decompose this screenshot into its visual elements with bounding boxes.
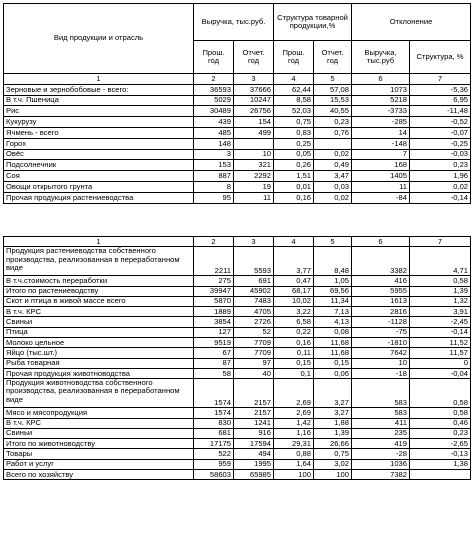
column-number: 2 [194, 74, 234, 85]
cell-value: 57,08 [314, 84, 352, 95]
cell-value: 419 [352, 439, 410, 449]
header-dev-revenue: Выручка, тыс.руб [352, 41, 410, 74]
table-row [4, 117, 471, 128]
table-row [4, 459, 471, 469]
cell-value: 2726 [234, 317, 274, 327]
table-row [4, 106, 471, 117]
table-row [4, 247, 471, 276]
cell-value: -0,14 [410, 192, 471, 203]
cell-value: 691 [234, 276, 274, 286]
cell-value: 0,25 [274, 138, 314, 149]
row-label: Скот и птица в живой массе всего [4, 296, 194, 306]
cell-value [234, 138, 274, 149]
cell-value: 17594 [234, 439, 274, 449]
cell-value: 583 [352, 379, 410, 408]
cell-value: -18 [352, 368, 410, 378]
header-deviation: Отклонение [352, 4, 471, 41]
cell-value: 0,75 [314, 449, 352, 459]
cell-value: 39947 [194, 286, 234, 296]
cell-value: 0,02 [314, 192, 352, 203]
row-label: Итого по растениеводству [4, 286, 194, 296]
cell-value [314, 138, 352, 149]
cell-value: 2816 [352, 307, 410, 317]
cell-value: 275 [194, 276, 234, 286]
cell-value: 5593 [234, 247, 274, 276]
cell-value: 7 [352, 149, 410, 160]
row-label: Овёс [4, 149, 194, 160]
cell-value: 10247 [234, 95, 274, 106]
cell-value: 3,27 [314, 408, 352, 418]
row-label: Рыба товарная [4, 358, 194, 368]
table-row [4, 418, 471, 428]
cell-value: -1128 [352, 317, 410, 327]
cell-value: 2,69 [274, 379, 314, 408]
row-label: Свиньи [4, 428, 194, 438]
cell-value: 1995 [234, 459, 274, 469]
cell-value: 97 [234, 358, 274, 368]
cell-value: 887 [194, 171, 234, 182]
cell-value: 45902 [234, 286, 274, 296]
cell-value: 0,58 [410, 276, 471, 286]
revenue-table-top [3, 3, 471, 204]
column-number: 4 [274, 74, 314, 85]
row-label: Горох [4, 138, 194, 149]
cell-value: 2157 [234, 408, 274, 418]
cell-value: 0,58 [410, 379, 471, 408]
cell-value: 5870 [194, 296, 234, 306]
row-label: Кукурузу [4, 117, 194, 128]
cell-value [410, 470, 471, 480]
cell-value: 2292 [234, 171, 274, 182]
cell-value: -2,45 [410, 317, 471, 327]
row-label: В т.ч. КРС [4, 307, 194, 317]
cell-value: 1036 [352, 459, 410, 469]
cell-value: 95 [194, 192, 234, 203]
cell-value: 3,77 [274, 247, 314, 276]
row-label: Товары [4, 449, 194, 459]
cell-value: 153 [194, 160, 234, 171]
cell-value: -28 [352, 449, 410, 459]
cell-value: 19 [234, 181, 274, 192]
table-row [4, 307, 471, 317]
cell-value: -0,04 [410, 368, 471, 378]
table-row [4, 449, 471, 459]
row-label: Рис [4, 106, 194, 117]
row-label: Мясо и мясопродукция [4, 408, 194, 418]
header-prev-year: Прош. год [194, 41, 234, 74]
table-row [4, 84, 471, 95]
cell-value: 8 [194, 181, 234, 192]
cell-value: 0,06 [314, 368, 352, 378]
header-structure: Структура товарной продукции,% [274, 4, 352, 41]
cell-value: 583 [352, 408, 410, 418]
row-label: Соя [4, 171, 194, 182]
cell-value: 2,69 [274, 408, 314, 418]
column-number: 1 [4, 74, 194, 85]
cell-value: -5,36 [410, 84, 471, 95]
cell-value: 0,16 [274, 338, 314, 348]
column-number: 3 [234, 237, 274, 247]
cell-value: 154 [234, 117, 274, 128]
cell-value: -2,65 [410, 439, 471, 449]
cell-value: 439 [194, 117, 234, 128]
cell-value: 2157 [234, 379, 274, 408]
row-label: Продукция животноводства собственного производства, реализованная в переработанном виде [4, 379, 194, 408]
cell-value: 485 [194, 127, 234, 138]
cell-value: 1,96 [410, 171, 471, 182]
row-label: Прочая продукция животноводства [4, 368, 194, 378]
cell-value: 0,08 [314, 327, 352, 337]
column-number: 4 [274, 237, 314, 247]
cell-value: 830 [194, 418, 234, 428]
cell-value: 40 [234, 368, 274, 378]
cell-value: 3,02 [314, 459, 352, 469]
row-label: Подсолнечник [4, 160, 194, 171]
row-label: Молоко цельное [4, 338, 194, 348]
cell-value: 37666 [234, 84, 274, 95]
table-row [4, 127, 471, 138]
cell-value: -84 [352, 192, 410, 203]
cell-value: -0,52 [410, 117, 471, 128]
cell-value: 3,22 [274, 307, 314, 317]
cell-value: 3,47 [314, 171, 352, 182]
cell-value: 62,44 [274, 84, 314, 95]
cell-value: -0,13 [410, 449, 471, 459]
row-label: Продукция растениеводства собственного производства, реализованная в переработанном виде [4, 247, 194, 276]
cell-value: 26,66 [314, 439, 352, 449]
row-label: Яйцо (тыс.шт.) [4, 348, 194, 358]
table-row [4, 95, 471, 106]
cell-value: 235 [352, 428, 410, 438]
cell-value: 29,31 [274, 439, 314, 449]
cell-value: 416 [352, 276, 410, 286]
cell-value: 8,58 [274, 95, 314, 106]
cell-value: 0,22 [274, 327, 314, 337]
row-label: Прочая продукция растениеводства [4, 192, 194, 203]
cell-value: 1,39 [410, 286, 471, 296]
cell-value: 11 [234, 192, 274, 203]
table-row [4, 138, 471, 149]
table-row [4, 470, 471, 480]
table-row [4, 428, 471, 438]
cell-value: 68,17 [274, 286, 314, 296]
table-row [4, 327, 471, 337]
cell-value: 0,26 [274, 160, 314, 171]
cell-value: 10 [234, 149, 274, 160]
cell-value: 11,68 [314, 338, 352, 348]
cell-value: 959 [194, 459, 234, 469]
cell-value: -75 [352, 327, 410, 337]
cell-value: 0,15 [314, 358, 352, 368]
row-label: Работ и услуг [4, 459, 194, 469]
cell-value: 11 [352, 181, 410, 192]
cell-value: 0,46 [410, 418, 471, 428]
cell-value: 58 [194, 368, 234, 378]
table-row [4, 192, 471, 203]
cell-value: -0,14 [410, 327, 471, 337]
cell-value: 321 [234, 160, 274, 171]
cell-value: 0,49 [314, 160, 352, 171]
cell-value: 0,02 [410, 181, 471, 192]
cell-value: 11,52 [410, 338, 471, 348]
column-number: 2 [194, 237, 234, 247]
cell-value: 0,83 [274, 127, 314, 138]
cell-value: 1574 [194, 379, 234, 408]
cell-value: 4,71 [410, 247, 471, 276]
cell-value: 1613 [352, 296, 410, 306]
cell-value: 499 [234, 127, 274, 138]
table-row [4, 338, 471, 348]
cell-value: 8,48 [314, 247, 352, 276]
cell-value: 1073 [352, 84, 410, 95]
cell-value: 1,51 [274, 171, 314, 182]
cell-value: 0,01 [274, 181, 314, 192]
cell-value: 11,34 [314, 296, 352, 306]
cell-value: 916 [234, 428, 274, 438]
cell-value: 4705 [234, 307, 274, 317]
cell-value: 522 [194, 449, 234, 459]
cell-value: 2211 [194, 247, 234, 276]
row-label: Птица [4, 327, 194, 337]
cell-value: 7642 [352, 348, 410, 358]
cell-value: 1,64 [274, 459, 314, 469]
cell-value: 0,11 [274, 348, 314, 358]
table-row [4, 181, 471, 192]
cell-value: 3,27 [314, 379, 352, 408]
cell-value: 100 [314, 470, 352, 480]
cell-value: 9519 [194, 338, 234, 348]
cell-value: -0,07 [410, 127, 471, 138]
cell-value: 148 [194, 138, 234, 149]
header-dev-structure: Структура, % [410, 41, 471, 74]
column-number: 6 [352, 74, 410, 85]
cell-value: 1,39 [314, 428, 352, 438]
column-number: 1 [4, 237, 194, 247]
column-number: 7 [410, 237, 471, 247]
cell-value: 7,13 [314, 307, 352, 317]
cell-value: 87 [194, 358, 234, 368]
header-product: Вид продукции и отрасль [4, 4, 194, 74]
cell-value: 69,56 [314, 286, 352, 296]
table-row [4, 171, 471, 182]
cell-value: -0,25 [410, 138, 471, 149]
cell-value: 5218 [352, 95, 410, 106]
cell-value: 11,57 [410, 348, 471, 358]
cell-value: 36593 [194, 84, 234, 95]
row-label: Всего по хозяйству [4, 470, 194, 480]
cell-value: 1889 [194, 307, 234, 317]
cell-value: 0,76 [314, 127, 352, 138]
cell-value: 3 [194, 149, 234, 160]
cell-value: -1810 [352, 338, 410, 348]
row-label: Ячмень - всего [4, 127, 194, 138]
cell-value: 3854 [194, 317, 234, 327]
cell-value: 26756 [234, 106, 274, 117]
row-label: Овощи открытого грунта [4, 181, 194, 192]
column-number: 3 [234, 74, 274, 85]
cell-value: 7709 [234, 338, 274, 348]
cell-value: 0,02 [314, 149, 352, 160]
cell-value: 127 [194, 327, 234, 337]
column-number: 7 [410, 74, 471, 85]
row-label: В т.ч. Пшеница [4, 95, 194, 106]
row-label: Свиньи [4, 317, 194, 327]
cell-value: 411 [352, 418, 410, 428]
cell-value: 168 [352, 160, 410, 171]
cell-value: 10 [352, 358, 410, 368]
cell-value: 0,03 [314, 181, 352, 192]
cell-value: 1405 [352, 171, 410, 182]
cell-value: 3,91 [410, 307, 471, 317]
cell-value: 7382 [352, 470, 410, 480]
row-label: Зерновые и зернобобовые - всего: [4, 84, 194, 95]
cell-value: 6,58 [274, 317, 314, 327]
table-row [4, 379, 471, 408]
cell-value: 11,68 [314, 348, 352, 358]
cell-value: 5955 [352, 286, 410, 296]
cell-value: 7709 [234, 348, 274, 358]
table-row [4, 439, 471, 449]
cell-value: 5029 [194, 95, 234, 106]
cell-value: 681 [194, 428, 234, 438]
table-row [4, 408, 471, 418]
cell-value: 1241 [234, 418, 274, 428]
table-row [4, 317, 471, 327]
cell-value: 0,58 [410, 408, 471, 418]
cell-value: 1574 [194, 408, 234, 418]
cell-value: 1,88 [314, 418, 352, 428]
cell-value: 6,95 [410, 95, 471, 106]
cell-value: 65985 [234, 470, 274, 480]
header-curr-year: Отчет. год [234, 41, 274, 74]
row-label: В т.ч. КРС [4, 418, 194, 428]
cell-value: 0,23 [410, 428, 471, 438]
cell-value: 52 [234, 327, 274, 337]
cell-value: 0 [410, 358, 471, 368]
cell-value: -285 [352, 117, 410, 128]
cell-value: 0,23 [410, 160, 471, 171]
table-row [4, 286, 471, 296]
cell-value: 0,1 [274, 368, 314, 378]
cell-value: 0,88 [274, 449, 314, 459]
row-label: Итого по животноводству [4, 439, 194, 449]
cell-value: 494 [234, 449, 274, 459]
cell-value: 58603 [194, 470, 234, 480]
cell-value: 0,16 [274, 192, 314, 203]
table-row [4, 149, 471, 160]
cell-value: 0,05 [274, 149, 314, 160]
cell-value: 1,32 [410, 296, 471, 306]
cell-value: -11,48 [410, 106, 471, 117]
cell-value: 0,75 [274, 117, 314, 128]
cell-value: 1,38 [410, 459, 471, 469]
cell-value: -3733 [352, 106, 410, 117]
cell-value: 100 [274, 470, 314, 480]
cell-value: 1,16 [274, 428, 314, 438]
column-number: 6 [352, 237, 410, 247]
header-revenue: Выручка, тыс.руб. [194, 4, 274, 41]
row-label: В т.ч.стоимость переработки [4, 276, 194, 286]
cell-value: 3382 [352, 247, 410, 276]
cell-value: -148 [352, 138, 410, 149]
table-row [4, 276, 471, 286]
table-row [4, 160, 471, 171]
cell-value: -0,03 [410, 149, 471, 160]
cell-value: 4,13 [314, 317, 352, 327]
cell-value: 7483 [234, 296, 274, 306]
cell-value: 1,05 [314, 276, 352, 286]
cell-value: 17175 [194, 439, 234, 449]
cell-value: 0,15 [274, 358, 314, 368]
cell-value: 52,03 [274, 106, 314, 117]
table-row [4, 358, 471, 368]
column-number: 5 [314, 237, 352, 247]
table-row [4, 296, 471, 306]
table-row [4, 368, 471, 378]
cell-value: 1,42 [274, 418, 314, 428]
header-prev-year-2: Прош. год [274, 41, 314, 74]
revenue-table-bottom [3, 236, 471, 480]
cell-value: 0,47 [274, 276, 314, 286]
cell-value: 30489 [194, 106, 234, 117]
cell-value: 0,23 [314, 117, 352, 128]
column-number: 5 [314, 74, 352, 85]
table-row [4, 348, 471, 358]
cell-value: 15,53 [314, 95, 352, 106]
cell-value: 14 [352, 127, 410, 138]
header-curr-year-2: Отчет. год [314, 41, 352, 74]
cell-value: 40,55 [314, 106, 352, 117]
cell-value: 67 [194, 348, 234, 358]
cell-value: 10,02 [274, 296, 314, 306]
